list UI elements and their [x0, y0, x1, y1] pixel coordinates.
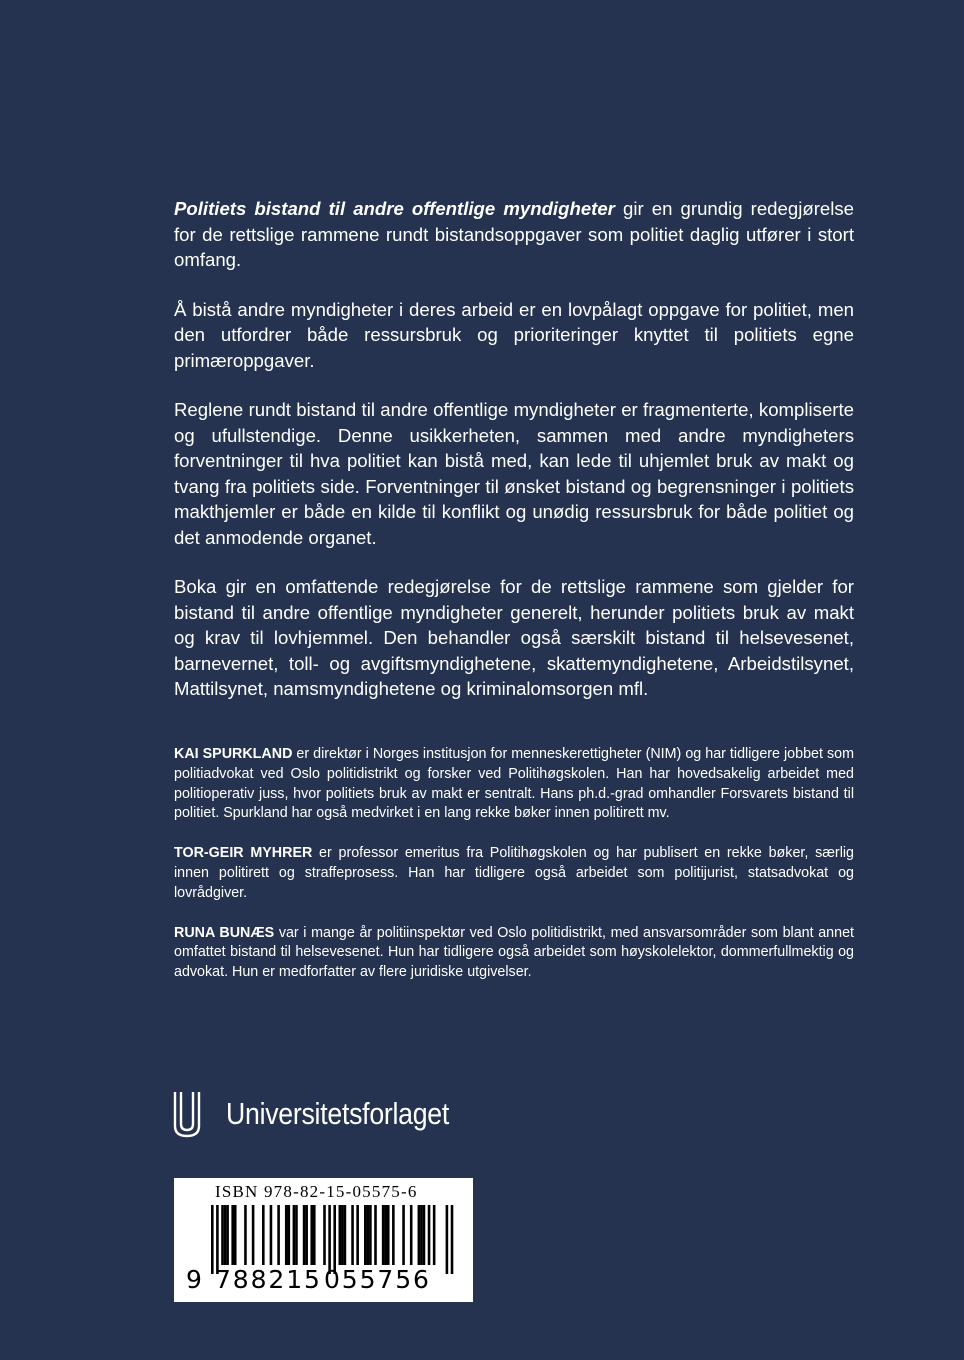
- barcode-guard-bar: [211, 1205, 214, 1274]
- barcode-bar: [295, 1205, 298, 1265]
- barcode-bar: [293, 1205, 296, 1265]
- barcode-bar: [369, 1205, 372, 1265]
- author-bios: [174, 745, 854, 1003]
- description-paragraph-1: [174, 196, 854, 273]
- barcode-bar: [224, 1205, 227, 1265]
- barcode-digits-right: 055756: [324, 1265, 431, 1294]
- barcode-bar: [367, 1205, 370, 1265]
- barcode-bar: [344, 1205, 347, 1265]
- barcode-bar: [364, 1205, 367, 1265]
- barcode-bar: [313, 1205, 316, 1265]
- publisher-logo: [172, 1090, 485, 1138]
- author-name: RUNA BUNÆS: [174, 924, 275, 941]
- barcode-bar: [288, 1205, 291, 1265]
- barcode-digits-left: 788215: [215, 1265, 322, 1294]
- description-paragraph-2: Å bistå andre myndigheter i deres arbeid er en lovpålagt oppgave for politiet, men den utfordrer både ressursbruk og prioriteringer knyttet til politiets egne primæroppgaver.: [174, 298, 854, 371]
- barcode-bar: [392, 1205, 395, 1265]
- author-bio: [174, 844, 854, 903]
- barcode-bar: [420, 1205, 423, 1265]
- barcode-bar: [310, 1205, 313, 1265]
- barcode-bar: [226, 1205, 229, 1265]
- description-paragraph-4: Boka gir en omfattende redegjørelse for de rettslige rammene som gjelder for bistand til andre offentlige myndigheter generelt, herunder politiets bruk av makt og krav til lovhjemmel. Den behandler også særskilt bistand til helsevesenet, barnevernet, toll- og avgiftsmyndighetene, skattemyndighetene, Arbeidstilsynet, Mattilsynet, namsmyndighetene og kriminalomsorgen mfl.: [174, 576, 854, 699]
- author-bio-text: er direktør i Norges institusjon for menneskerettigheter (NIM) og har tidligere jobbet som politiadvokat ved Oslo politidistrikt og forsker ved Politihøgskolen. Han har hovedsakelig arbeidet med politioperativ juss, hvor politiets bruk av makt er sentralt. Hans ph.d.-grad omhandler Forsvarets bistand til politiet. Spurkland har også medvirket i en lang rekke bøker innen politirett mv.: [174, 746, 854, 822]
- author-name: KAI SPURKLAND: [174, 746, 293, 762]
- author-bio: [174, 924, 854, 983]
- barcode-bar: [221, 1205, 224, 1265]
- barcode-guard-bar: [328, 1205, 331, 1274]
- barcode-bar: [303, 1205, 306, 1265]
- barcode-bar: [270, 1205, 273, 1265]
- barcode-bar: [285, 1205, 288, 1265]
- barcode-bar: [351, 1205, 354, 1265]
- publisher-name: Universitetsforlaget: [226, 1096, 450, 1131]
- author-bio: [174, 745, 854, 824]
- universitetsforlaget-logo-icon: [172, 1090, 202, 1138]
- barcode-bar: [384, 1205, 387, 1265]
- barcode-bar: [433, 1205, 436, 1265]
- barcode-bar: [341, 1205, 344, 1265]
- author-bio-text: er professor emeritus fra Politihøgskolen og har publisert en rekke bøker, særlig innen politirett og straffeprosess. Han har tidligere også arbeidet som politijurist, statsadvokat og lovrådgiver.: [174, 845, 854, 901]
- barcode-bar: [323, 1205, 326, 1265]
- barcode-bar: [428, 1205, 431, 1265]
- author-name: TOR-GEIR MYHRER: [174, 845, 313, 862]
- barcode-bar: [418, 1205, 421, 1265]
- barcode-guard-bar: [446, 1205, 449, 1274]
- barcode-bar: [356, 1205, 359, 1265]
- barcode-guard-bar: [216, 1205, 219, 1274]
- description-paragraph-3: Reglene rundt bistand til andre offentlige myndigheter er fragmenterte, kompliserte og ufullstendige. Denne usikkerheten, sammen med andre myndigheters forventninger til hva politiet kan bistå med, kan lede til uhjemlet bruk av makt og tvang fra politiets side. Forventninger til ønsket bistand og begrensninger i politiets makthjemler er både en kilde til konflikt og unødig ressursbruk for både politiet og det anmodende organet.: [174, 399, 854, 548]
- barcode-bar: [262, 1205, 265, 1265]
- barcode-bar: [234, 1205, 237, 1265]
- barcode-bar: [339, 1205, 342, 1265]
- barcode-bar: [410, 1205, 413, 1265]
- barcode-bar: [252, 1205, 255, 1265]
- isbn-label: ISBN 978-82-15-05575-6: [215, 1182, 418, 1201]
- barcode-guard-bar: [333, 1205, 336, 1274]
- barcode-bar: [231, 1205, 234, 1265]
- barcode-digit-first: 9: [186, 1265, 202, 1294]
- barcode-bar: [402, 1205, 405, 1265]
- back-cover-description: [174, 196, 854, 726]
- barcode-bar: [277, 1205, 280, 1265]
- description-paragraph-1-text: gir en grundig redegjørelse for de rettslige rammene rundt bistandsoppgaver som politiet daglig utfører i stort omfang.: [174, 198, 854, 270]
- author-bio-text: var i mange år politiinspektør ved Oslo politidistrikt, med ansvarsområder som blant annet omfattet bistand til helsevesenet. Hun har tidligere også arbeidet som høyskolelektor, dommerfullmektig og advokat. Hun er medforfatter av flere juridiske utgivelser.: [174, 924, 854, 981]
- barcode-guard-bar: [451, 1205, 454, 1274]
- barcode-bar: [423, 1205, 426, 1265]
- barcode-bar: [244, 1205, 247, 1265]
- barcode-bar: [305, 1205, 308, 1265]
- isbn-barcode: [174, 1178, 473, 1302]
- barcode-bar: [374, 1205, 377, 1265]
- book-title: Politiets bistand til andre offentlige myndigheter: [174, 198, 615, 219]
- barcode-bar: [387, 1205, 390, 1265]
- barcode-bar: [382, 1205, 385, 1265]
